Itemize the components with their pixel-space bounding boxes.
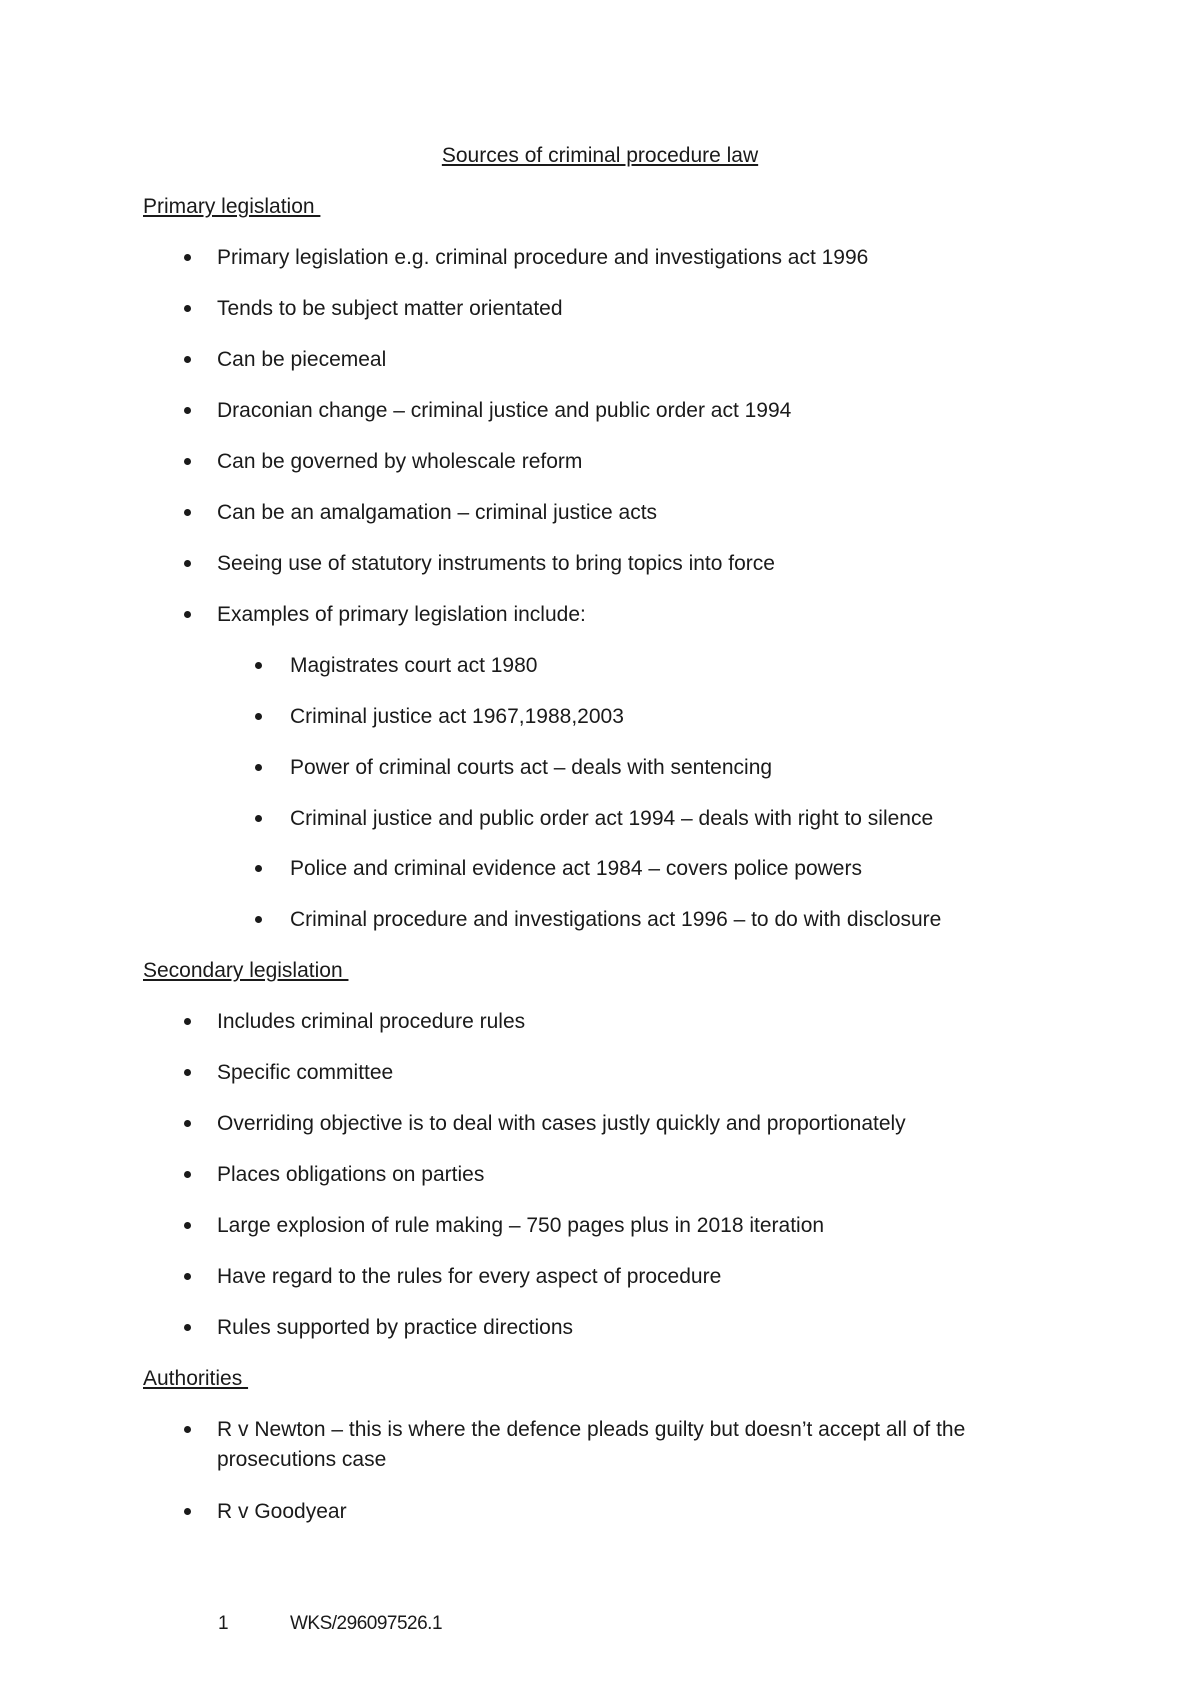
sub-list-item: Criminal procedure and investigations act 1996 – to do with disclosure xyxy=(290,905,1090,935)
page-number: 1 xyxy=(218,1613,229,1634)
bullet-icon xyxy=(184,611,191,618)
bullet-icon xyxy=(184,1069,191,1076)
bullet-icon xyxy=(184,305,191,312)
sub-list-item: Criminal justice and public order act 1994 – deals with right to silence xyxy=(290,804,1090,834)
bullet-icon xyxy=(184,1273,191,1280)
list-item: Tends to be subject matter orientated xyxy=(217,294,1057,324)
bullet-icon xyxy=(184,1508,191,1515)
bullet-icon xyxy=(184,1222,191,1229)
list-item: Rules supported by practice directions xyxy=(217,1313,1057,1343)
bullet-icon xyxy=(184,356,191,363)
bullet-icon xyxy=(184,560,191,567)
list-item: Places obligations on parties xyxy=(217,1160,1057,1190)
list-item: Includes criminal procedure rules xyxy=(217,1007,1057,1037)
document-reference: WKS/296097526.1 xyxy=(290,1613,443,1634)
section-heading-primary: Primary legislation xyxy=(143,195,321,218)
bullet-icon xyxy=(184,1018,191,1025)
bullet-icon xyxy=(184,1324,191,1331)
bullet-icon xyxy=(184,509,191,516)
bullet-icon xyxy=(255,662,262,669)
bullet-icon xyxy=(184,1120,191,1127)
list-item: Seeing use of statutory instruments to bring topics into force xyxy=(217,549,1057,579)
bullet-icon xyxy=(184,458,191,465)
list-item: R v Newton – this is where the defence pleads guilty but doesn’t accept all of the prosecutions case xyxy=(217,1415,1057,1475)
list-item: Examples of primary legislation include: xyxy=(217,600,1057,630)
bullet-icon xyxy=(255,764,262,771)
bullet-icon xyxy=(184,1171,191,1178)
bullet-icon xyxy=(255,713,262,720)
sub-list-item: Magistrates court act 1980 xyxy=(290,651,1090,681)
sub-list-item: Criminal justice act 1967,1988,2003 xyxy=(290,702,1090,732)
list-item: Can be piecemeal xyxy=(217,345,1057,375)
list-item: Have regard to the rules for every aspect of procedure xyxy=(217,1262,1057,1292)
list-item: Can be an amalgamation – criminal justice acts xyxy=(217,498,1057,528)
bullet-icon xyxy=(184,254,191,261)
list-item: Specific committee xyxy=(217,1058,1057,1088)
list-item: Overriding objective is to deal with cases justly quickly and proportionately xyxy=(217,1109,1057,1139)
bullet-icon xyxy=(184,1426,191,1433)
list-item: Primary legislation e.g. criminal procedure and investigations act 1996 xyxy=(217,243,1057,273)
bullet-icon xyxy=(255,916,262,923)
list-item: Can be governed by wholescale reform xyxy=(217,447,1057,477)
section-heading-secondary: Secondary legislation xyxy=(143,959,349,982)
sub-list-item: Power of criminal courts act – deals with sentencing xyxy=(290,753,1090,783)
list-item: Large explosion of rule making – 750 pages plus in 2018 iteration xyxy=(217,1211,1057,1241)
section-heading-authorities: Authorities xyxy=(143,1367,249,1390)
sub-list-item: Police and criminal evidence act 1984 – covers police powers xyxy=(290,854,1090,884)
bullet-icon xyxy=(255,815,262,822)
bullet-icon xyxy=(184,407,191,414)
document-title: Sources of criminal procedure law xyxy=(441,144,759,167)
list-item: Draconian change – criminal justice and public order act 1994 xyxy=(217,396,1057,426)
bullet-icon xyxy=(255,865,262,872)
list-item: R v Goodyear xyxy=(217,1497,1057,1527)
